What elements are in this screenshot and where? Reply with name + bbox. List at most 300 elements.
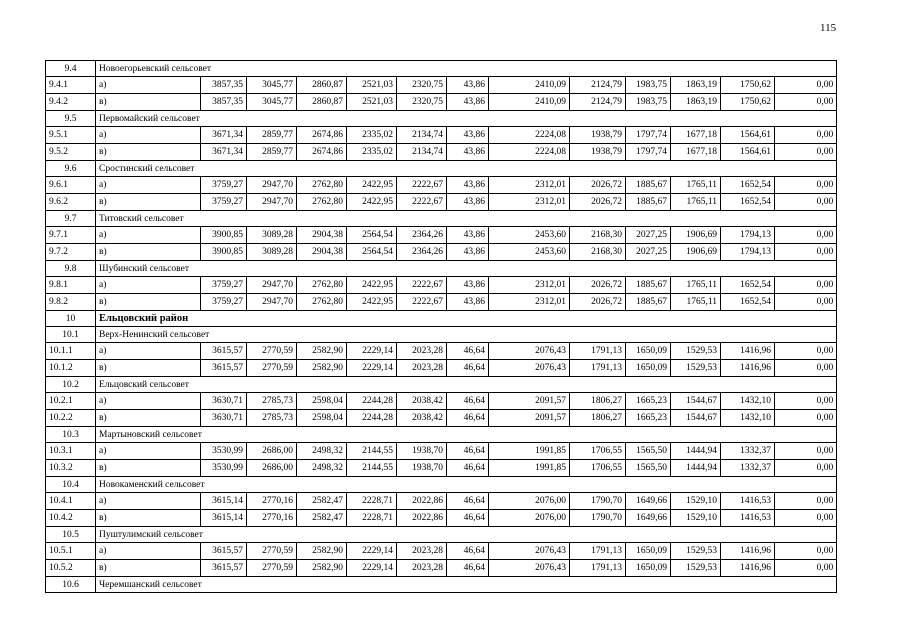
table-row [46, 510, 837, 527]
section-row [46, 261, 837, 277]
row-type-label: в) [96, 360, 201, 377]
tariff-value-cell: 1706,55 [570, 443, 626, 460]
tariff-value-cell: 2076,43 [489, 560, 570, 577]
tariff-value-cell: 43,86 [447, 94, 489, 111]
tariff-value-cell: 46,64 [447, 543, 489, 560]
tariff-value-cell: 2785,73 [247, 410, 297, 427]
tariff-value-cell: 2498,32 [297, 460, 347, 477]
tariff-value-cell: 2762,80 [297, 294, 347, 311]
tariff-value-cell: 46,64 [447, 493, 489, 510]
tariff-value-cell: 2076,00 [489, 510, 570, 527]
tariff-value-cell: 1863,19 [671, 94, 721, 111]
tariff-value-cell: 1416,96 [721, 560, 775, 577]
tariff-value-cell: 2582,90 [297, 343, 347, 360]
tariff-value-cell: 3615,57 [201, 560, 247, 577]
tariff-value-cell: 3530,99 [201, 460, 247, 477]
tariff-value-cell: 0,00 [775, 410, 837, 427]
tariff-value-cell: 1938,70 [397, 443, 447, 460]
section-title: Пуштулимский сельсовет [96, 527, 837, 543]
tariff-value-cell: 2582,47 [297, 510, 347, 527]
row-type-label: а) [96, 343, 201, 360]
tariff-value-cell: 1790,70 [570, 510, 626, 527]
tariff-value-cell: 0,00 [775, 194, 837, 211]
row-code: 10.5.1 [46, 543, 96, 560]
tariff-value-cell: 2762,80 [297, 194, 347, 211]
section-row [46, 527, 837, 543]
tariff-value-cell: 43,86 [447, 177, 489, 194]
tariff-value-cell: 1332,37 [721, 443, 775, 460]
section-row [46, 327, 837, 343]
tariff-value-cell: 3615,57 [201, 543, 247, 560]
tariff-value-cell: 1938,79 [570, 127, 626, 144]
table-row [46, 360, 837, 377]
tariff-value-cell: 3530,99 [201, 443, 247, 460]
table-row [46, 343, 837, 360]
tariff-value-cell: 2076,00 [489, 493, 570, 510]
tariff-value-cell: 1564,61 [721, 144, 775, 161]
tariff-value-cell: 2312,01 [489, 277, 570, 294]
tariff-value-cell: 46,64 [447, 443, 489, 460]
tariff-value-cell: 0,00 [775, 393, 837, 410]
tariff-value-cell: 2144,55 [347, 443, 397, 460]
tariff-value-cell: 1649,66 [626, 510, 671, 527]
tariff-value-cell: 2410,09 [489, 77, 570, 94]
tariff-value-cell: 3759,27 [201, 294, 247, 311]
tariff-value-cell: 0,00 [775, 294, 837, 311]
section-row [46, 161, 837, 177]
tariff-value-cell: 43,86 [447, 144, 489, 161]
table-row [46, 493, 837, 510]
tariff-value-cell: 1863,19 [671, 77, 721, 94]
tariff-value-cell: 2598,04 [297, 410, 347, 427]
tariff-value-cell: 2228,71 [347, 493, 397, 510]
tariff-value-cell: 2947,70 [247, 277, 297, 294]
tariff-value-cell: 2770,59 [247, 560, 297, 577]
row-code: 10.2.1 [46, 393, 96, 410]
tariff-value-cell: 1991,85 [489, 443, 570, 460]
tariff-value-cell: 0,00 [775, 277, 837, 294]
tariff-value-cell: 2564,54 [347, 227, 397, 244]
section-code: 9.6 [46, 161, 96, 177]
tariff-value-cell: 1906,69 [671, 227, 721, 244]
tariff-value-cell: 3045,77 [247, 94, 297, 111]
tariff-value-cell: 1650,09 [626, 343, 671, 360]
tariff-value-cell: 1794,13 [721, 244, 775, 261]
tariff-value-cell: 2026,72 [570, 177, 626, 194]
row-type-label: в) [96, 94, 201, 111]
tariff-value-cell: 2686,00 [247, 460, 297, 477]
section-code: 10.5 [46, 527, 96, 543]
tariff-value-cell: 1938,70 [397, 460, 447, 477]
tariff-value-cell: 43,86 [447, 227, 489, 244]
tariff-value-cell: 1529,10 [671, 493, 721, 510]
tariff-value-cell: 1444,94 [671, 443, 721, 460]
tariff-value-cell: 2022,86 [397, 493, 447, 510]
tariff-value-cell: 1790,70 [570, 493, 626, 510]
row-type-label: а) [96, 77, 201, 94]
tariff-value-cell: 1652,54 [721, 277, 775, 294]
tariff-value-cell: 2785,73 [247, 393, 297, 410]
tariff-value-cell: 2124,79 [570, 94, 626, 111]
tariff-value-cell: 2076,43 [489, 343, 570, 360]
table-row [46, 77, 837, 94]
tariff-value-cell: 2023,28 [397, 543, 447, 560]
tariff-value-cell: 0,00 [775, 443, 837, 460]
tariff-value-cell: 2582,47 [297, 493, 347, 510]
district-title: Ельцовский район [96, 311, 837, 327]
section-title: Мартыновский сельсовет [96, 427, 837, 443]
tariff-value-cell: 3671,34 [201, 144, 247, 161]
tariff-value-cell: 3630,71 [201, 393, 247, 410]
tariff-value-cell: 1885,67 [626, 277, 671, 294]
tariff-value-cell: 2947,70 [247, 177, 297, 194]
tariff-value-cell: 43,86 [447, 244, 489, 261]
tariff-value-cell: 1797,74 [626, 144, 671, 161]
table-row [46, 393, 837, 410]
row-code: 10.4.2 [46, 510, 96, 527]
tariff-value-cell: 46,64 [447, 393, 489, 410]
section-title: Верх-Ненинский сельсовет [96, 327, 837, 343]
section-row [46, 61, 837, 77]
tariff-value-cell: 3615,57 [201, 360, 247, 377]
section-title: Ельцовский сельсовет [96, 377, 837, 393]
tariff-value-cell: 3671,34 [201, 127, 247, 144]
row-code: 10.1.1 [46, 343, 96, 360]
tariff-value-cell: 46,64 [447, 510, 489, 527]
tariff-value-cell: 1565,50 [626, 460, 671, 477]
tariff-value-cell: 1564,61 [721, 127, 775, 144]
tariff-value-cell: 1797,74 [626, 127, 671, 144]
tariff-value-cell: 2686,00 [247, 443, 297, 460]
tariff-value-cell: 46,64 [447, 343, 489, 360]
tariff-value-cell: 1665,23 [626, 393, 671, 410]
tariff-value-cell: 3900,85 [201, 244, 247, 261]
tariff-value-cell: 2026,72 [570, 294, 626, 311]
tariff-value-cell: 1765,11 [671, 294, 721, 311]
row-type-label: в) [96, 410, 201, 427]
tariff-value-cell: 1765,11 [671, 277, 721, 294]
tariff-value-cell: 2859,77 [247, 127, 297, 144]
tariff-value-cell: 3759,27 [201, 194, 247, 211]
row-code: 10.3.2 [46, 460, 96, 477]
tariff-value-cell: 2134,74 [397, 144, 447, 161]
tariff-value-cell: 1765,11 [671, 177, 721, 194]
section-code: 10.2 [46, 377, 96, 393]
tariff-value-cell: 2229,14 [347, 343, 397, 360]
tariff-value-cell: 3759,27 [201, 277, 247, 294]
tariff-value-cell: 2498,32 [297, 443, 347, 460]
tariff-value-cell: 2168,30 [570, 227, 626, 244]
tariff-value-cell: 2038,42 [397, 410, 447, 427]
row-code: 9.8.1 [46, 277, 96, 294]
tariff-value-cell: 0,00 [775, 360, 837, 377]
tariff-value-cell: 1444,94 [671, 460, 721, 477]
row-type-label: в) [96, 244, 201, 261]
row-type-label: в) [96, 460, 201, 477]
row-type-label: а) [96, 277, 201, 294]
tariff-value-cell: 1938,79 [570, 144, 626, 161]
row-type-label: а) [96, 443, 201, 460]
tariff-value-cell: 2222,67 [397, 194, 447, 211]
tariff-value-cell: 3615,57 [201, 343, 247, 360]
section-title: Сростинский сельсовет [96, 161, 837, 177]
tariff-value-cell: 2770,59 [247, 343, 297, 360]
tariff-value-cell: 1529,53 [671, 343, 721, 360]
table-row [46, 560, 837, 577]
tariff-value-cell: 3045,77 [247, 77, 297, 94]
tariff-value-cell: 1529,53 [671, 560, 721, 577]
tariff-value-cell: 3900,85 [201, 227, 247, 244]
tariff-value-cell: 2027,25 [626, 227, 671, 244]
tariff-value-cell: 1652,54 [721, 294, 775, 311]
tariff-value-cell: 0,00 [775, 560, 837, 577]
tariff-value-cell: 3857,35 [201, 77, 247, 94]
tariff-value-cell: 46,64 [447, 560, 489, 577]
tariff-value-cell: 43,86 [447, 294, 489, 311]
tariff-value-cell: 1806,27 [570, 410, 626, 427]
tariff-value-cell: 2335,02 [347, 144, 397, 161]
tariff-value-cell: 2224,08 [489, 144, 570, 161]
row-type-label: в) [96, 194, 201, 211]
tariff-value-cell: 2076,43 [489, 360, 570, 377]
table-body [46, 61, 837, 593]
tariff-value-cell: 2124,79 [570, 77, 626, 94]
tariff-value-cell: 43,86 [447, 277, 489, 294]
tariff-value-cell: 2027,25 [626, 244, 671, 261]
tariff-value-cell: 2320,75 [397, 94, 447, 111]
tariff-value-cell: 2410,09 [489, 94, 570, 111]
tariff-value-cell: 2947,70 [247, 294, 297, 311]
tariff-value-cell: 1529,53 [671, 543, 721, 560]
tariff-value-cell: 2582,90 [297, 360, 347, 377]
table-row [46, 194, 837, 211]
row-code: 9.6.2 [46, 194, 96, 211]
tariff-value-cell: 2422,95 [347, 277, 397, 294]
section-code: 10.4 [46, 477, 96, 493]
tariff-value-cell: 1885,67 [626, 177, 671, 194]
tariff-value-cell: 0,00 [775, 493, 837, 510]
tariff-value-cell: 1677,18 [671, 144, 721, 161]
tariff-value-cell: 1416,96 [721, 543, 775, 560]
section-code: 9.4 [46, 61, 96, 77]
tariff-value-cell: 3630,71 [201, 410, 247, 427]
tariff-value-cell: 2860,87 [297, 94, 347, 111]
section-code: 10.6 [46, 577, 96, 593]
tariff-value-cell: 2453,60 [489, 244, 570, 261]
tariff-value-cell: 2023,28 [397, 560, 447, 577]
tariff-value-cell: 2244,28 [347, 393, 397, 410]
tariff-value-cell: 2364,26 [397, 227, 447, 244]
tariff-value-cell: 43,86 [447, 194, 489, 211]
tariff-value-cell: 1791,13 [570, 360, 626, 377]
tariff-value-cell: 2422,95 [347, 194, 397, 211]
tariff-value-cell: 2026,72 [570, 194, 626, 211]
table-row [46, 177, 837, 194]
tariff-value-cell: 0,00 [775, 177, 837, 194]
tariff-value-cell: 0,00 [775, 144, 837, 161]
tariff-value-cell: 2022,86 [397, 510, 447, 527]
tariff-value-cell: 2222,67 [397, 177, 447, 194]
section-row [46, 477, 837, 493]
tariff-value-cell: 2312,01 [489, 177, 570, 194]
tariff-value-cell: 1416,96 [721, 360, 775, 377]
tariff-value-cell: 2320,75 [397, 77, 447, 94]
tariff-value-cell: 2228,71 [347, 510, 397, 527]
section-title: Черемшанский сельсовет [96, 577, 837, 593]
tariff-value-cell: 2770,16 [247, 493, 297, 510]
tariff-value-cell: 3615,14 [201, 510, 247, 527]
tariff-value-cell: 0,00 [775, 227, 837, 244]
row-type-label: а) [96, 227, 201, 244]
tariff-value-cell: 2222,67 [397, 277, 447, 294]
tariff-value-cell: 0,00 [775, 460, 837, 477]
tariff-value-cell: 1665,23 [626, 410, 671, 427]
section-title: Первомайский сельсовет [96, 111, 837, 127]
row-type-label: в) [96, 560, 201, 577]
tariff-value-cell: 1791,13 [570, 343, 626, 360]
tariff-value-cell: 1652,54 [721, 177, 775, 194]
section-row [46, 577, 837, 593]
tariff-value-cell: 3089,28 [247, 227, 297, 244]
tariff-value-cell: 2091,57 [489, 393, 570, 410]
row-code: 10.1.2 [46, 360, 96, 377]
tariff-value-cell: 1885,67 [626, 194, 671, 211]
tariff-value-cell: 2168,30 [570, 244, 626, 261]
row-type-label: в) [96, 144, 201, 161]
tariff-value-cell: 43,86 [447, 127, 489, 144]
table-row [46, 410, 837, 427]
row-type-label: в) [96, 510, 201, 527]
tariff-value-cell: 1332,37 [721, 460, 775, 477]
section-row [46, 427, 837, 443]
tariff-value-cell: 1750,62 [721, 94, 775, 111]
tariff-value-cell: 1544,67 [671, 410, 721, 427]
row-code: 10.5.2 [46, 560, 96, 577]
row-code: 9.4.1 [46, 77, 96, 94]
row-type-label: в) [96, 294, 201, 311]
tariff-value-cell: 1791,13 [570, 543, 626, 560]
tariff-value-cell: 2038,42 [397, 393, 447, 410]
tariff-value-cell: 2582,90 [297, 543, 347, 560]
table-row [46, 443, 837, 460]
tariff-value-cell: 2091,57 [489, 410, 570, 427]
tariff-value-cell: 1432,10 [721, 393, 775, 410]
tariff-value-cell: 2144,55 [347, 460, 397, 477]
tariff-value-cell: 2422,95 [347, 177, 397, 194]
row-type-label: а) [96, 493, 201, 510]
row-code: 9.5.1 [46, 127, 96, 144]
tariff-value-cell: 2598,04 [297, 393, 347, 410]
tariff-table [45, 60, 837, 593]
tariff-value-cell: 1416,96 [721, 343, 775, 360]
section-row [46, 111, 837, 127]
table-row [46, 227, 837, 244]
tariff-value-cell: 1906,69 [671, 244, 721, 261]
tariff-value-cell: 2229,14 [347, 360, 397, 377]
tariff-value-cell: 2770,59 [247, 360, 297, 377]
section-code: 9.5 [46, 111, 96, 127]
tariff-value-cell: 2244,28 [347, 410, 397, 427]
row-code: 9.7.2 [46, 244, 96, 261]
tariff-value-cell: 3615,14 [201, 493, 247, 510]
table-row [46, 127, 837, 144]
tariff-value-cell: 1991,85 [489, 460, 570, 477]
section-title: Новокаменский сельсовет [96, 477, 837, 493]
tariff-value-cell: 1983,75 [626, 94, 671, 111]
tariff-value-cell: 2229,14 [347, 560, 397, 577]
tariff-value-cell: 1750,62 [721, 77, 775, 94]
tariff-value-cell: 0,00 [775, 343, 837, 360]
table-row [46, 94, 837, 111]
tariff-value-cell: 1650,09 [626, 360, 671, 377]
section-title: Титовский сельсовет [96, 211, 837, 227]
tariff-value-cell: 0,00 [775, 244, 837, 261]
tariff-value-cell: 0,00 [775, 94, 837, 111]
tariff-value-cell: 2229,14 [347, 543, 397, 560]
tariff-value-cell: 2770,16 [247, 510, 297, 527]
tariff-value-cell: 2134,74 [397, 127, 447, 144]
tariff-value-cell: 1794,13 [721, 227, 775, 244]
tariff-value-cell: 0,00 [775, 77, 837, 94]
tariff-value-cell: 2859,77 [247, 144, 297, 161]
row-type-label: а) [96, 127, 201, 144]
tariff-value-cell: 1652,54 [721, 194, 775, 211]
row-code: 9.6.1 [46, 177, 96, 194]
tariff-value-cell: 1650,09 [626, 543, 671, 560]
table-row [46, 144, 837, 161]
tariff-value-cell: 0,00 [775, 510, 837, 527]
tariff-value-cell: 2860,87 [297, 77, 347, 94]
row-type-label: а) [96, 393, 201, 410]
tariff-value-cell: 46,64 [447, 360, 489, 377]
tariff-value-cell: 1806,27 [570, 393, 626, 410]
tariff-value-cell: 2564,54 [347, 244, 397, 261]
district-row [46, 311, 837, 327]
table-row [46, 460, 837, 477]
row-type-label: а) [96, 177, 201, 194]
section-row [46, 377, 837, 393]
table-row [46, 244, 837, 261]
tariff-value-cell: 2904,38 [297, 227, 347, 244]
tariff-value-cell: 1544,67 [671, 393, 721, 410]
tariff-value-cell: 2076,43 [489, 543, 570, 560]
tariff-value-cell: 3857,35 [201, 94, 247, 111]
tariff-value-cell: 2904,38 [297, 244, 347, 261]
row-code: 10.2.2 [46, 410, 96, 427]
tariff-value-cell: 2312,01 [489, 294, 570, 311]
tariff-value-cell: 2762,80 [297, 277, 347, 294]
section-code: 10.1 [46, 327, 96, 343]
tariff-value-cell: 3759,27 [201, 177, 247, 194]
tariff-value-cell: 46,64 [447, 410, 489, 427]
section-code: 10 [46, 311, 96, 327]
section-row [46, 211, 837, 227]
tariff-value-cell: 2026,72 [570, 277, 626, 294]
tariff-value-cell: 1529,53 [671, 360, 721, 377]
row-code: 9.8.2 [46, 294, 96, 311]
tariff-value-cell: 2582,90 [297, 560, 347, 577]
tariff-value-cell: 2335,02 [347, 127, 397, 144]
tariff-value-cell: 0,00 [775, 543, 837, 560]
tariff-value-cell: 1565,50 [626, 443, 671, 460]
table-row [46, 277, 837, 294]
tariff-value-cell: 1650,09 [626, 560, 671, 577]
tariff-value-cell: 2453,60 [489, 227, 570, 244]
tariff-value-cell: 2947,70 [247, 194, 297, 211]
tariff-value-cell: 2521,03 [347, 77, 397, 94]
table-row [46, 294, 837, 311]
tariff-value-cell: 46,64 [447, 460, 489, 477]
